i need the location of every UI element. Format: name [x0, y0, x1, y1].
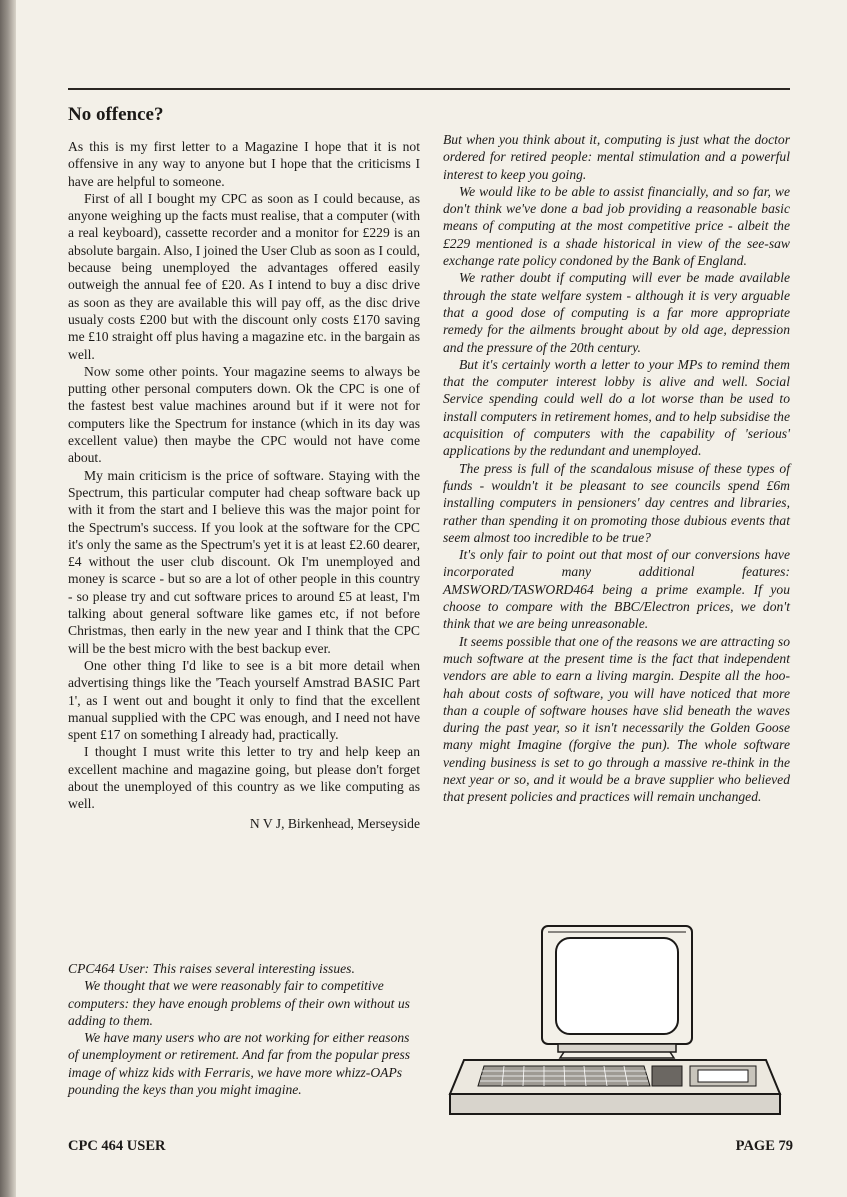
- reply-paragraph: The press is full of the scandalous misuse of these types of funds - wouldn't it be pleasant to see councils spend £6m installing computers in pensioners' day centres and libraries, rather than spending it on promoting those dubious events that seem almost too incredible to be true?: [443, 460, 790, 545]
- page-number: PAGE 79: [735, 1138, 793, 1154]
- reply-paragraph: We rather doubt if computing will ever be made available through the state welfare system - although it is very arguable that a good dose of computing is a far more appropriate remedy for the ailments brought about by old age, depression and the pressure of the 20th century.: [443, 270, 790, 355]
- keyboard-icon: [450, 1060, 780, 1114]
- reply-paragraph: It's only fair to point out that most of our conversions have incorporated many additional features: AMSWORD/TASWORD464 being a prime example. If you choose to compare with the BBC/Electron prices, we don't think that we are being unreasonable.: [443, 547, 790, 632]
- reply-paragraph: We have many users who are not working for either reasons of unemployment or retirement. And far from the popular press image of whizz kids with Ferraris, we have more whizz-OAPs pounding the keys than you might imagine.: [68, 1030, 411, 1098]
- letter-paragraph: My main criticism is the price of software. Staying with the Spectrum, this particular computer had cheap software back up with it from the start and I believe this was the major point for the Spectrum's success. If you look at the software for the CPC it's only the same as the Spectrum's yet it is at least £2.60 dearer, £4 without the user club discount. Ok I'm unemployed and money is scarce - but so are a lot of other people in this country - so please try and cut software prices to around £5 at least, I'm talking about general software like games etc, if not before Christmas, then early in the new year and I think that the CPC will be the best micro with the best backup ever.: [68, 467, 420, 656]
- magazine-name: CPC 464 USER: [68, 1138, 166, 1154]
- letter-signature: N V J, Birkenhead, Merseyside: [249, 815, 420, 831]
- reply-paragraph: It seems possible that one of the reasons we are attracting so much software at the present time is the fact that independent vendors are able to earn a living margin. Despite all the hoo-hah about costs of software, you will have noticed that more than a couple of software houses have slid beneath the waves during the past year, so it isn't necessarily the Golden Goose many might Imagine (forgive the pun). The whole software vending business is set to go through a massive re-think in the next year or so, and it would be a brave supplier who believed that present policies and practices will remain unchanged.: [443, 633, 790, 805]
- letter-paragraph: One other thing I'd like to see is a bit more detail when advertising things like the 'Teach yourself Amstrad BASIC Part 1', as I went out and bought it only to find that the excellent manual supplied with the CPC was enough, and I need not have spent £17 on something I already had, practically.: [68, 657, 420, 743]
- reply-paragraph: CPC464 User: This raises several interesting issues.: [68, 961, 355, 976]
- reply-paragraph: But when you think about it, computing is just what the doctor ordered for retired people: mental stimulation and a powerful interest to keep you going.: [443, 132, 790, 182]
- header-rule: [68, 88, 790, 90]
- letter-paragraph: Now some other points. Your magazine seems to always be putting other personal computers down. Ok the CPC is one of the fastest best value machines around but if it were not for computers like the Spectrum for instance (which in its day was excellent value) then maybe the CPC would not have come about.: [68, 363, 420, 466]
- reply-paragraph: We thought that we were reasonably fair to competitive computers: they have enough problems of their own without us adding to them.: [68, 978, 410, 1028]
- editor-reply-left: [68, 960, 420, 1098]
- editor-reply-right: [443, 131, 790, 806]
- letter-column: [68, 138, 420, 832]
- letter-paragraph: First of all I bought my CPC as soon as I could because, as anyone weighing up the facts must realise, that a computer (with a real keyboard), cassette recorder and a monitor for £229 is an absolute bargain. Also, I joined the User Club as soon as I could, because being unemployed the advantages offered easily outweigh the annual fee of £20. As I intend to buy a disc drive as soon as they are available this will pay off, as the disc drive usualy costs £200 but with the discount only costs £170 saving me £10 straight off plus having a magazine etc. in the bargain as well.: [68, 190, 420, 362]
- monitor-icon: [542, 926, 692, 1058]
- page-spine-shadow: [0, 0, 16, 1197]
- article-headline: No offence?: [68, 104, 164, 125]
- reply-paragraph: But it's certainly worth a letter to your MPs to remind them that the computer interest lobby is alive and well. Social Service spending could well do a lot worse than be used to install computers in retirement homes, and to help subsidise the acquisition of computers with the capability of 'serious' applications by the redundant and unemployed.: [443, 356, 790, 459]
- letter-paragraph: I thought I must write this letter to try and help keep an excellent machine and magazine going, but please don't forget about the unemployed of this country as we like computing as well.: [68, 744, 420, 812]
- computer-illustration: [444, 920, 786, 1120]
- letter-paragraph: As this is my first letter to a Magazine I hope that it is not offensive in any way to anyone but I hope that the criticisms I have are helpful to someone.: [68, 139, 420, 189]
- reply-paragraph: We would like to be able to assist financially, and so far, we don't think we've done a bad job providing a reasonable basic means of computing at the most competitive price - albeit the £229 mentioned is a shade historical in view of the see-saw exchange rate policy condoned by the Bank of England.: [443, 183, 790, 269]
